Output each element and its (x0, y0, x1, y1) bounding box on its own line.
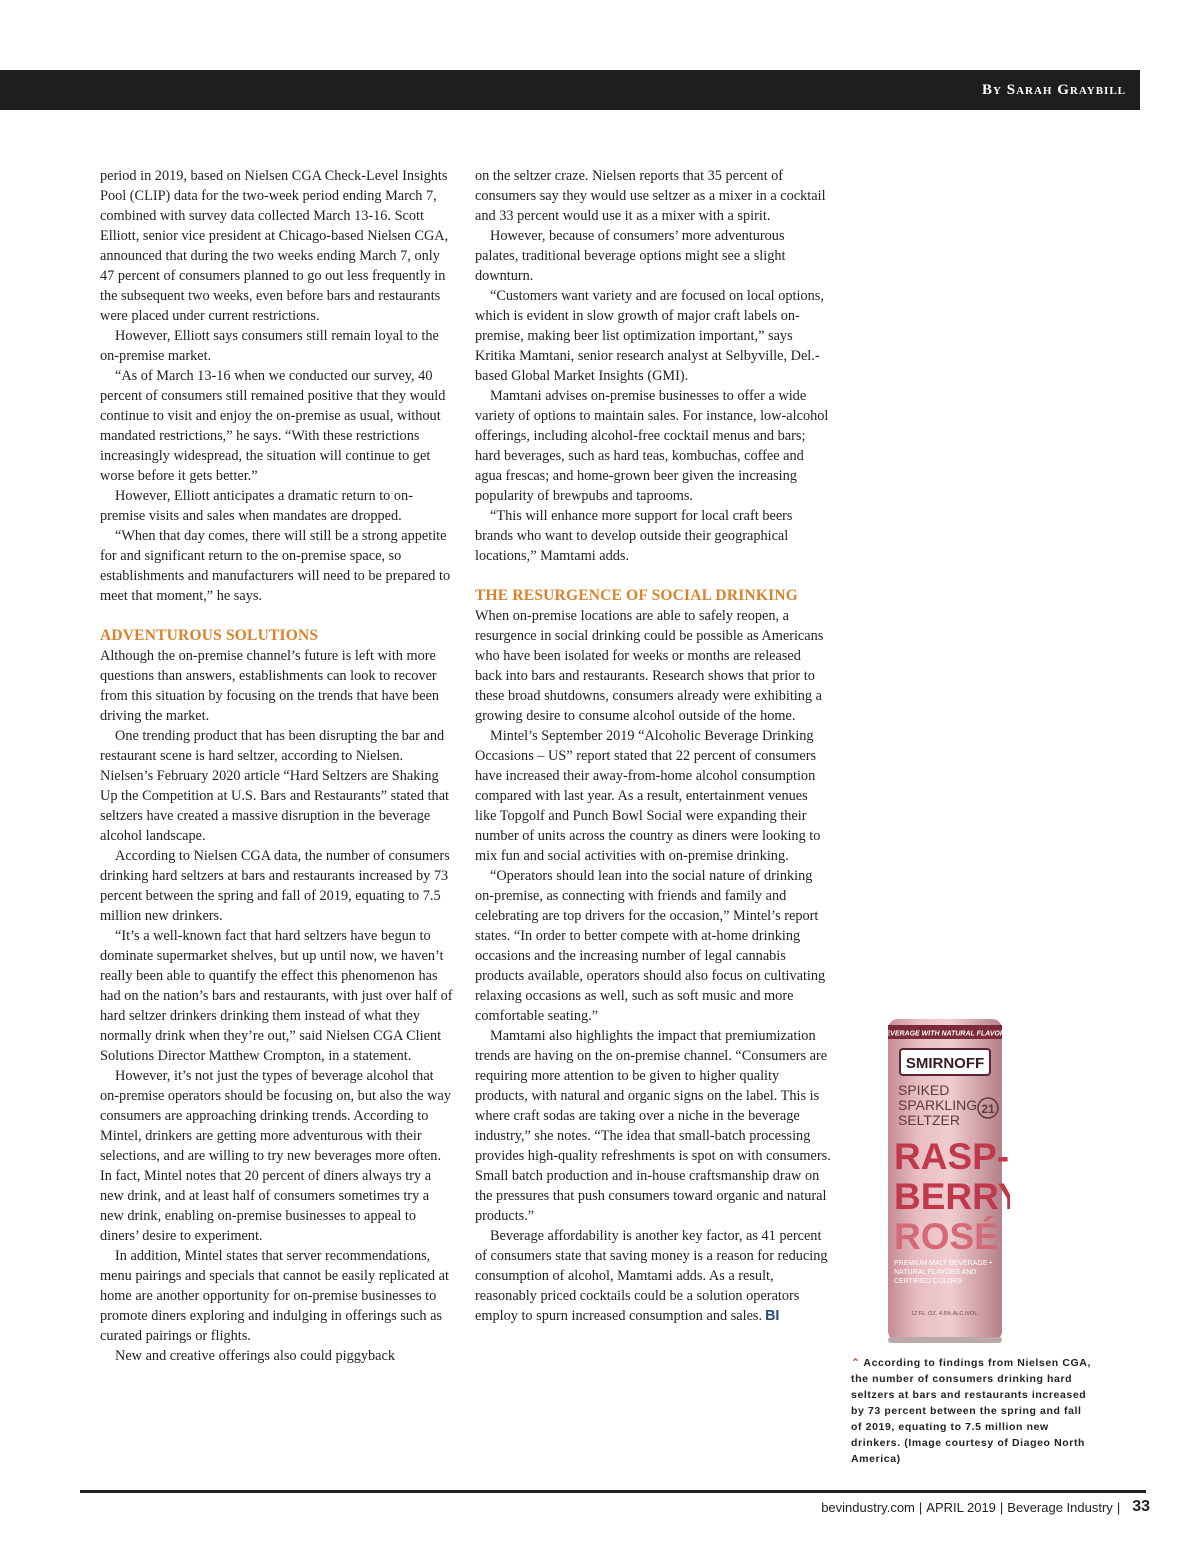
paragraph: Mamtani advises on-premise businesses to offer a wide variety of options to maintain sales. For instance, low-alcohol offerings, including alcohol-free cocktail menus and bars; hard beverages, such as hard teas, kombuchas, coffee and agua frescas; and home-grown beer given the increasing popularity of brewpubs and taprooms. (475, 388, 829, 504)
footer-separator: | (918, 1499, 923, 1515)
can-line2: SPARKLING (898, 1097, 978, 1113)
age-badge-text: 21 (981, 1102, 995, 1116)
paragraph: “Customers want variety and are focused on local options, which is evident in slow growth of major craft labels on-premise, making beer list optimization important,” says Kritika Mamtani, senior research analyst at Selbyville, Del.-based Global Market Insights (GMI). (475, 288, 824, 384)
section-heading: ADVENTUROUS SOLUTIONS (100, 627, 319, 644)
paragraph: “Operators should lean into the social nature of drinking on-premise, as connecting with friends and family and celebrating are top drivers for the occasion,” Mintel’s report states. “In order to better compete with at-home drinking occasions and the increasing number of legal cannabis products available, operators should also focus on cultivating relaxing occasions as well, such as soft music and more comfortable seating.” (475, 868, 826, 1024)
end-mark: BI (765, 1308, 780, 1324)
byline-bar (0, 70, 1140, 110)
paragraph: “When that day comes, there will still be a strong appetite for and significant return to the on-premise space, so establishments and manufacturers will need to be prepared to meet that moment,” he says. (100, 528, 451, 604)
paragraph: on the seltzer craze. Nielsen reports that 35 percent of consumers say they would use seltzer as a mixer in a cocktail and 33 percent would use it as a mixer with a spirit. (475, 168, 826, 224)
paragraph: One trending product that has been disrupting the bar and restaurant scene is hard seltzer, according to Nielsen. Nielsen’s February 2020 article “Hard Seltzers are Shaking Up the Competition at U.S. Bars and Restaurants” stated that seltzers have created a massive disruption in the beverage alcohol landscape. (100, 728, 450, 844)
footer-magazine: Beverage Industry (1007, 1499, 1113, 1515)
brand-name: SMIRNOFF (905, 1055, 985, 1072)
can-volume: 12 FL. OZ. 4.5% ALC./VOL. (911, 1311, 979, 1317)
footer-rule (80, 1490, 1146, 1493)
paragraph: New and creative offerings also could piggyback (115, 1348, 396, 1364)
paragraph: However, Elliott anticipates a dramatic return to on-premise visits and sales when mandates are dropped. (100, 488, 413, 524)
page-footer (821, 1498, 1150, 1516)
can-band-text: BEVERAGE WITH NATURAL FLAVORS (880, 1030, 1010, 1038)
can-desc3: CERTIFIED COLORS (894, 1278, 963, 1285)
paragraph: period in 2019, based on Nielsen CGA Check-Level Insights Pool (CLIP) data for the two-week period ending March 7, combined with survey data collected March 13-16. Scott Elliott, senior vice president at Chicago-based Nielsen CGA, announced that during the two weeks ending March 7, only 47 percent of consumers planned to go out less frequently in the subsequent two weeks, even before bars and restaurants were placed under current restrictions. (100, 168, 449, 324)
product-image (880, 1015, 1010, 1345)
paragraph: In addition, Mintel states that server recommendations, menu pairings and specials that cannot be easily replicated at home are another opportunity for on-premise businesses to promote diners exploring and indulging in offerings such as curated pairings or flights. (100, 1248, 449, 1344)
can-desc1: PREMIUM MALT BEVERAGE • (894, 1260, 992, 1267)
image-caption (851, 1355, 1091, 1467)
paragraph: Although the on-premise channel’s future is left with more questions than answers, establishments can look to recover from this situation by focusing on the trends that have been driving the market. (100, 648, 440, 724)
paragraph-text: Beverage affordability is another key factor, as 41 percent of consumers state that saving money is a reason for reducing consumption of alcohol, Mamtami adds. As a result, reasonably priced cocktails could be a solution operators employ to spurn increased consumption and sales. (475, 1228, 828, 1324)
paragraph: However, it’s not just the types of beverage alcohol that on-premise operators should be focusing on, but also the way consumers are approaching drinking trends. According to Mintel, drinkers are getting more adventurous with their selections, and are willing to try new beverages more often. In fact, Mintel notes that 20 percent of diners always try a new drink, and at least half of consumers sometimes try a new drink, enabling on-premise businesses to appeal to diners’ desire to experiment. (100, 1068, 451, 1244)
can-bottom (888, 1337, 1002, 1343)
seltzer-can-illustration (880, 1015, 1010, 1345)
paragraph: “It’s a well-known fact that hard seltzers have begun to dominate supermarket shelves, but up until now, we haven’t really been able to quantify the effect this phenomenon has had on the nation’s bars and restaurants, with just over half of hard seltzer drinkers drinking them instead of what they normally drink when they’re out,” said Nielsen CGA Client Solutions Director Matthew Crompton, in a statement. (100, 928, 453, 1064)
flavor-line3: ROSÉ (894, 1216, 999, 1257)
can-line1: SPIKED (898, 1082, 950, 1098)
footer-separator: | (1116, 1499, 1121, 1515)
paragraph: “This will enhance more support for local craft beers brands who want to develop outside their geographical locations,” Mamtami adds. (475, 508, 793, 564)
left-column (100, 166, 454, 1366)
footer-separator: | (999, 1499, 1004, 1515)
flavor-line2: BERRY (894, 1176, 1010, 1217)
page-number: 33 (1132, 1498, 1150, 1515)
paragraph: However, Elliott says consumers still remain loyal to the on-premise market. (100, 328, 439, 364)
paragraph: Mamtami also highlights the impact that premiumization trends are having on the on-premise channel. “Consumers are requiring more attention to be given to higher quality products, with natural and organic signs on the label. This is where craft sodas are taking over a niche in the beverage industry,” she notes. “The idea that small-batch processing provides high-quality refreshments is spot on with consumers. Small batch production and in-house craftsmanship draw on the pressures that push consumers toward organic and natural products.” (475, 1028, 831, 1224)
can-desc2: NATURAL FLAVORS AND (894, 1269, 977, 1276)
paragraph: Mintel’s September 2019 “Alcoholic Beverage Drinking Occasions – US” report stated that 22 percent of consumers have increased their away-from-home alcohol consumption compared with last year. As a result, entertainment venues like Topgolf and Punch Bowl Social were expanding their number of units across the country as diners were looking to mix fun and social activities with on-premise drinking. (475, 728, 821, 864)
byline: By Sarah Graybill (982, 82, 1126, 98)
paragraph: However, because of consumers’ more adventurous palates, traditional beverage options might see a slight downturn. (475, 228, 786, 284)
section-heading: THE RESURGENCE OF SOCIAL DRINKING (475, 587, 798, 604)
middle-column (475, 166, 831, 1326)
caption-text: According to findings from Nielsen CGA, the number of consumers drinking hard seltzers at bars and restaurants increased by 73 percent between the spring and fall of 2019, equating to 7.5 million new drinkers. (Image courtesy of Diageo North America) (851, 1357, 1091, 1465)
footer-issue: APRIL 2019 (926, 1499, 996, 1515)
caret-up-icon: ⌃ (851, 1357, 861, 1369)
paragraph-last (475, 1226, 831, 1326)
flavor-line1: RASP- (894, 1136, 1010, 1177)
paragraph: “As of March 13-16 when we conducted our survey, 40 percent of consumers still remained positive that they would continue to visit and enjoy the on-premise as usual, without mandated restrictions,” he says. “With these restrictions increasingly widespread, the situation will continue to get worse before it gets better.” (100, 368, 446, 484)
paragraph: According to Nielsen CGA data, the number of consumers drinking hard seltzers at bars and restaurants increased by 73 percent between the spring and fall of 2019, equating to 7.5 million new drinkers. (100, 848, 450, 924)
can-line3: SELTZER (898, 1112, 960, 1128)
paragraph: When on-premise locations are able to safely reopen, a resurgence in social drinking could be possible as Americans who have been isolated for weeks or months are released back into bars and restaurants. Research shows that prior to these broad shutdowns, consumers already were exhibiting a growing desire to consume alcohol outside of the home. (475, 608, 824, 724)
footer-site: bevindustry.com (821, 1499, 915, 1515)
